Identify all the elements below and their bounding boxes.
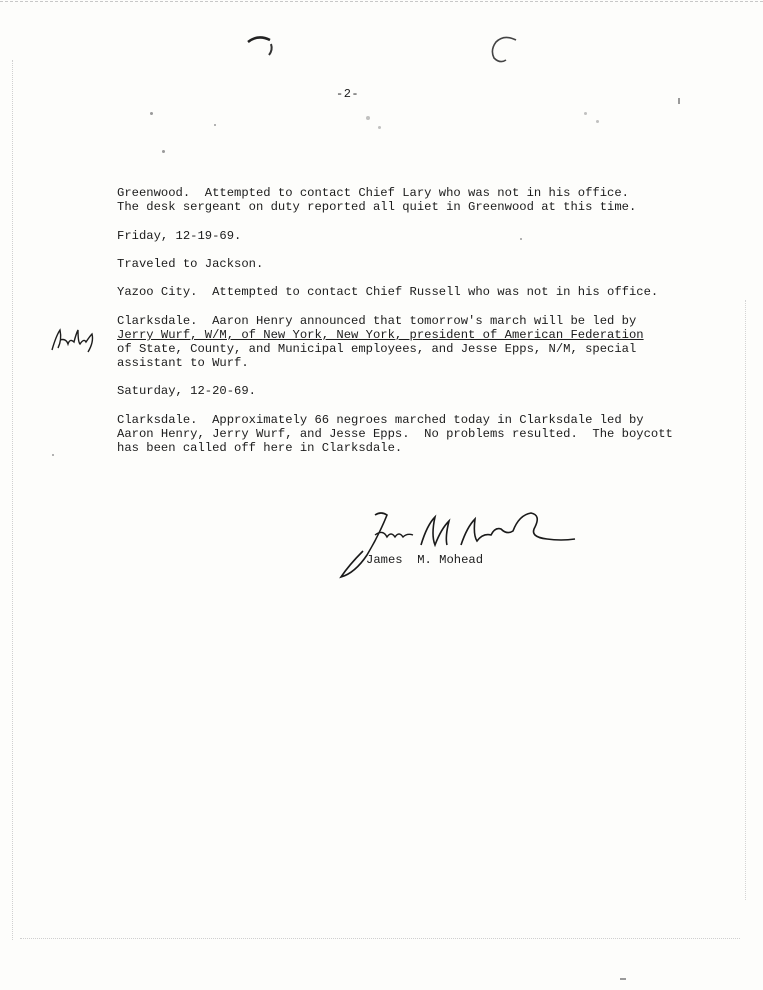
handwritten-signature	[335, 505, 580, 585]
body-line: Aaron Henry, Jerry Wurf, and Jesse Epps. No problems resulted. The boycott	[117, 427, 673, 441]
scan-edge-top	[0, 1, 763, 2]
scan-edge-left	[12, 60, 13, 940]
date-heading: Saturday, 12-20-69.	[117, 384, 256, 398]
scan-speck	[162, 150, 165, 153]
scan-edge-right	[745, 300, 746, 900]
body-line: Jerry Wurf, W/M, of New York, New York, president of American Federation	[117, 328, 644, 342]
body-line: Clarksdale. Aaron Henry announced that tomorrow's march will be led by	[117, 314, 637, 328]
body-line: Traveled to Jackson.	[117, 257, 264, 271]
body-line: has been called off here in Clarksdale.	[117, 441, 403, 455]
scan-speck	[378, 126, 381, 129]
body-line: Clarksdale. Approximately 66 negroes marched today in Clarksdale led by	[117, 413, 644, 427]
punch-hole-mark-left	[244, 32, 280, 58]
typed-signature-name: James M. Mohead	[366, 553, 484, 567]
scan-speck	[596, 120, 599, 123]
scan-speck	[366, 116, 370, 120]
scan-speck	[214, 124, 216, 126]
scan-speck	[52, 454, 54, 456]
scan-speck	[520, 238, 522, 240]
body-line: The desk sergeant on duty reported all quiet in Greenwood at this time.	[117, 200, 637, 214]
page-number: -2-	[336, 87, 360, 101]
scan-speck	[620, 978, 626, 980]
date-heading: Friday, 12-19-69.	[117, 229, 242, 243]
body-line: Greenwood. Attempted to contact Chief Lary who was not in his office.	[117, 186, 629, 200]
body-line: Yazoo City. Attempted to contact Chief Russell who was not in his office.	[117, 285, 659, 299]
body-line: of State, County, and Municipal employees, and Jesse Epps, N/M, special	[117, 342, 637, 356]
scan-speck	[678, 98, 680, 104]
scan-edge-bottom	[20, 938, 740, 939]
scan-speck	[150, 112, 153, 115]
margin-note-index	[48, 326, 98, 354]
punch-hole-mark-right	[484, 34, 520, 66]
body-line: assistant to Wurf.	[117, 356, 249, 370]
scan-speck	[584, 112, 587, 115]
